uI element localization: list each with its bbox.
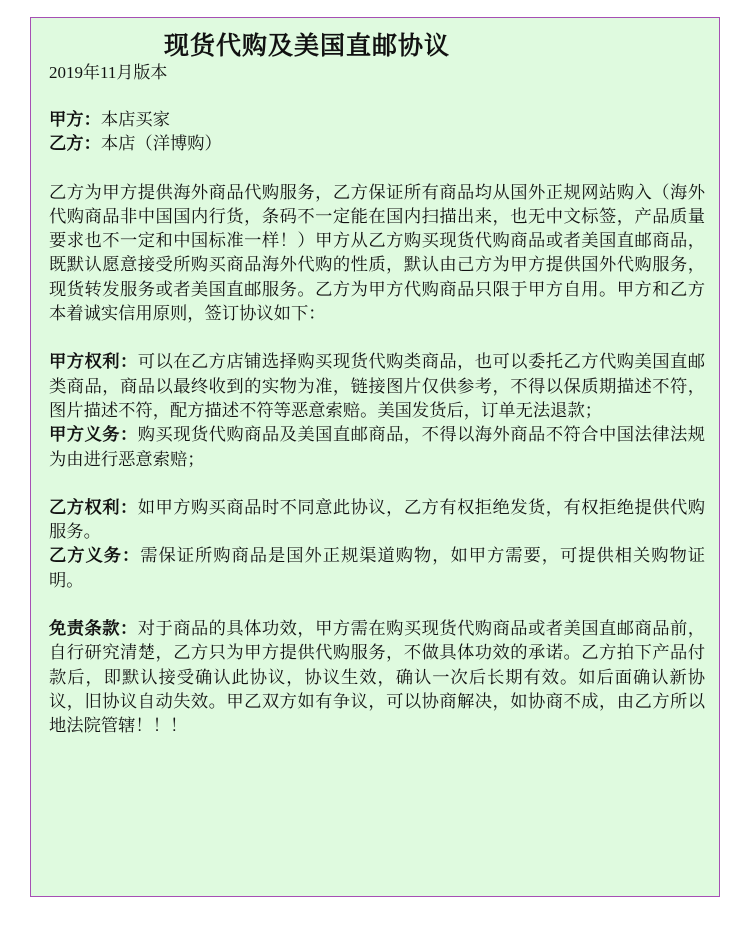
disclaimer-clause — [49, 617, 705, 738]
intro-paragraph: 乙方为甲方提供海外商品代购服务，乙方保证所有商品均从国外正规网站购入（海外代购商品非中国国内行货，条码不一定能在国内扫描出来，也无中文标签，产品质量要求也不一定和中国标准一样！）甲方从乙方购买现货代购商品或者美国直邮商品，既默认愿意接受所购买商品海外代购的性质，默认由己方为甲方提供国外代购服务，现货转发服务或者美国直邮服务。乙方为甲方代购商品只限于甲方自用。甲方和乙方本着诚实信用原则，签订协议如下： — [49, 182, 705, 325]
party-b-rights-text: 如甲方购买商品时不同意此协议，乙方有权拒绝发货，有权拒绝提供代购服务。 — [49, 497, 705, 543]
spacer — [49, 84, 705, 108]
spacer — [49, 472, 705, 496]
party-b-rights — [49, 496, 705, 545]
party-a-rights-text: 可以在乙方店铺选择购买现货代购类商品，也可以委托乙方代购美国直邮类商品，商品以最终收到的实物为准，链接图片仅供参考，不得以保质期描述不符，图片描述不符，配方描述不符等恶意索赔。美国发货后，订单无法退款； — [49, 352, 705, 421]
party-b-duties-text: 需保证所购商品是国外正规渠道购物，如甲方需要，可提供相关购物证明。 — [49, 546, 705, 591]
party-b-label: 乙方： — [49, 134, 101, 155]
party-a-rights — [49, 350, 705, 423]
party-a-line — [49, 108, 705, 132]
spacer — [49, 326, 705, 350]
party-b-rights-label: 乙方权利： — [49, 497, 138, 518]
party-a-duties — [49, 423, 705, 472]
party-a-duties-label: 甲方义务： — [49, 425, 138, 446]
party-a-duties-text: 购买现货代购商品及美国直邮商品，不得以海外商品不符合中国法律法规为由进行恶意索赔； — [49, 425, 705, 470]
party-a-rights-label: 甲方权利： — [49, 352, 138, 373]
agreement-document — [30, 17, 720, 897]
spacer — [49, 157, 705, 181]
disclaimer-text: 对于商品的具体功效，甲方需在购买现货代购商品或者美国直邮商品前，自行研究清楚，乙方只为甲方提供代购服务，不做具体功效的承诺。乙方拍下产品付款后，即默认接受确认此协议，协议生效，确认一次后长期有效。如后面确认新协议，旧协议自动失效。甲乙双方如有争议，可以协商解决，如协商不成，由乙方所以地法院管辖！！！ — [49, 619, 705, 737]
version-line: 2019年11月版本 — [49, 63, 168, 82]
spacer — [49, 593, 705, 617]
party-a-value: 本店买家 — [100, 110, 170, 130]
party-b-duties — [49, 544, 705, 593]
document-title: 现货代购及美国直邮协议 — [164, 31, 451, 60]
party-b-duties-label: 乙方义务： — [49, 546, 141, 567]
party-b-line — [49, 132, 705, 156]
party-b-value: 本店（洋博购） — [100, 134, 222, 155]
party-a-label: 甲方： — [49, 110, 101, 130]
disclaimer-label: 免责条款： — [49, 619, 138, 640]
